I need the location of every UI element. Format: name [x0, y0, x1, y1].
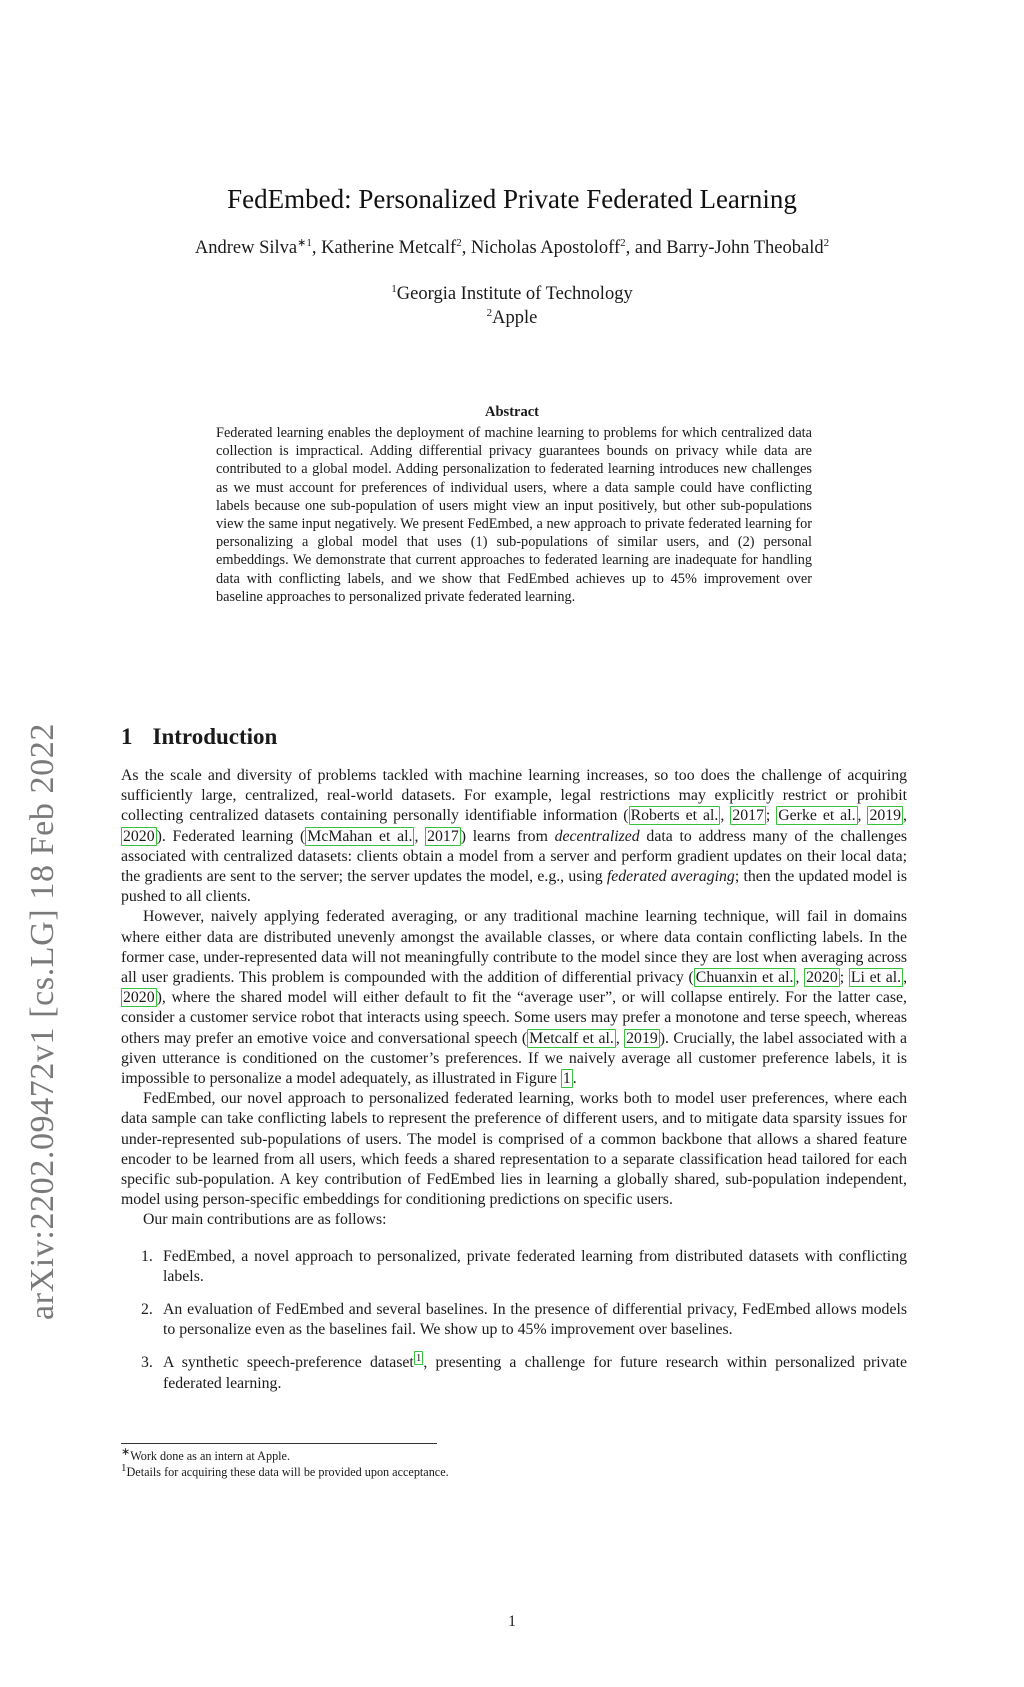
list-item: [121, 1353, 907, 1393]
figure-ref-link[interactable]: 1: [562, 1070, 571, 1088]
text-run: data to address many of the challenges associated with centralized datasets: clients obtain a model from a server and perform gradient updates on their local data; the gradients are sent to the server; the server updates the model, e.g., using: [121, 827, 907, 886]
affiliation-mark: 1: [391, 282, 397, 295]
paragraph: FedEmbed, our novel approach to personalized federated learning, works both to model user preferences, where each data sample can take conflicting labels to represent the preference of different users, and to mitigate data sparsity issues for under-represented sub-populations of users. The model is comprised of a common backbone that allows a shared feature encoder to be learned from all users, which feeds a shared representation to a separate classification head tailored for each specific sub-population. A key contribution of FedEmbed lies in learning a globally shared, sub-population independent, model using person-specific embeddings for conditioning predictions on specific users.: [121, 1090, 907, 1209]
footnote-mark: ∗: [121, 1445, 131, 1458]
citation-link[interactable]: 2020: [806, 969, 838, 987]
author-name: Katherine Metcalf: [321, 238, 457, 258]
text-run: ,: [795, 969, 805, 987]
text-run: As the scale and diversity of problems tackled with machine learning increases, so too does the challenge of acquiring sufficiently large, centralized, real-world datasets. For example, legal restrictions may explicitly restrict or prohibit collecting centralized datasets containing personally identifiable information (: [121, 767, 907, 825]
text-run: ,: [903, 807, 907, 825]
author-separator: ,: [625, 238, 635, 258]
affiliation-name: Georgia Institute of Technology: [396, 284, 633, 304]
contributions-list: [121, 1247, 907, 1394]
list-item-text: An evaluation of FedEmbed and several baselines. In the presence of differential privacy, FedEmbed allows models to personalize even as the baselines fail. We show up to 45% improvement over baselines.: [163, 1301, 907, 1339]
author-name: Nicholas Apostoloff: [470, 238, 621, 258]
affiliation-mark: 2: [486, 306, 493, 319]
citation-link[interactable]: 2019: [869, 807, 902, 825]
affiliation: [0, 308, 1024, 329]
list-item: [121, 1247, 907, 1287]
citation-link[interactable]: Li et al.: [850, 969, 902, 987]
author-and: and: [634, 238, 667, 258]
author-name: Andrew Silva: [194, 238, 298, 258]
text-run: ). Federated learning (: [156, 827, 306, 845]
citation-link[interactable]: Roberts et al.: [630, 807, 719, 825]
author-name: Barry-John Theobald: [666, 238, 824, 258]
section-body: [121, 766, 907, 1407]
author-mark: 2: [823, 236, 830, 249]
text-run: ,: [615, 1029, 625, 1047]
emphasis: federated averaging: [606, 868, 735, 886]
page-number: 1: [508, 1613, 516, 1630]
text-run: ,: [903, 969, 908, 987]
abstract-text: Federated learning enables the deployment of machine learning to problems for which centralized data collection is impractical. Adding differential privacy guarantees bounds on privacy while data are contributed to a global model. Adding personalization to federated learning introduces new challenges as we must account for preferences of individual users, where a data sample could have conflicting labels because one sub-population of users might view an input positively, but other sub-populations view the same input negatively. We present FedEmbed, a new approach to private federated learning for personalizing a global model that uses (1) sub-populations of similar users, and (2) personal embeddings. We demonstrate that current approaches to federated learning are inadequate for handling data with conflicting labels, and we show that FedEmbed achieves up to 45% improvement over baseline approaches to personalized private federated learning.: [216, 425, 812, 605]
text-run: However, naively applying federated averaging, or any traditional machine learning technique, will fail in domains where either data are distributed unevenly amongst the available classes, or where data contain conflicting labels. In the former case, under-represented data will not meaningfully contribute to the model since they are lost when averaging across all user gradients. This problem is compounded with the addition of differential privacy (: [121, 908, 907, 987]
section-title: Introduction: [152, 724, 278, 749]
footnote: [121, 1461, 907, 1480]
text-run: ,: [720, 807, 731, 825]
list-number: 1.: [141, 1247, 153, 1265]
list-item-text: FedEmbed, a novel approach to personalized, private federated learning from distributed datasets with conflicting labels.: [163, 1247, 907, 1285]
list-number: 3.: [141, 1354, 153, 1372]
author-separator: ,: [461, 238, 471, 258]
citation-link[interactable]: McMahan et al.: [307, 827, 413, 845]
paragraph: Our main contributions are as follows:: [143, 1211, 387, 1229]
paragraph: [121, 766, 907, 907]
footnote-rule: [121, 1443, 437, 1444]
citation-link[interactable]: Metcalf et al.: [529, 1029, 614, 1047]
text-run: ,: [414, 827, 426, 845]
text-run: ) learns from: [460, 827, 555, 845]
list-item: [121, 1300, 907, 1340]
paper-title: FedEmbed: Personalized Private Federated Learning: [227, 184, 797, 214]
affiliation-name: Apple: [492, 308, 538, 328]
section-number: 1: [121, 724, 133, 749]
author-mark: 2: [620, 236, 626, 249]
footnote-text: Details for acquiring these data will be provided upon acceptance.: [126, 1465, 449, 1479]
citation-link[interactable]: Chuanxin et al.: [695, 969, 794, 987]
text-run: ;: [839, 969, 849, 987]
citation-link[interactable]: 2019: [626, 1029, 658, 1047]
citation-link[interactable]: Gerke et al.: [778, 807, 856, 825]
paragraph: [121, 907, 907, 1089]
affiliation: [0, 284, 1024, 305]
text-run: ). Crucially, the label associated with a given utterance is conditioned on the customer’s preferences. If we naively average all customer preference labels, it is impossible to personalize a model adequately, as illustrated in Figure: [121, 1029, 907, 1088]
footnote-text: Work done as an intern at Apple.: [130, 1449, 290, 1463]
section-heading: [121, 724, 277, 750]
author-list: [0, 238, 1024, 259]
arxiv-stamp: arXiv:2202.09472v1 [cs.LG] 18 Feb 2022: [24, 723, 61, 1320]
list-item-text: A synthetic speech-preference dataset: [163, 1354, 414, 1372]
author-mark: ∗1: [297, 236, 312, 249]
text-run: ,: [857, 807, 868, 825]
citation-link[interactable]: 2020: [123, 827, 155, 845]
abstract-heading: Abstract: [485, 404, 539, 420]
text-run: ;: [765, 807, 777, 825]
author-mark: 2: [456, 236, 462, 249]
text-run: .: [572, 1070, 577, 1088]
citation-link[interactable]: 2020: [123, 989, 155, 1007]
citation-link[interactable]: 2017: [427, 827, 459, 845]
footnote-mark: 1: [121, 1461, 127, 1474]
list-number: 2.: [141, 1301, 153, 1319]
footnote-ref-link[interactable]: 1: [415, 1352, 422, 1365]
citation-link[interactable]: 2017: [732, 807, 764, 825]
author-separator: ,: [311, 238, 322, 258]
text-run: ), where the shared model will either default to fit the “average user”, or will collapse entirely. For the latter case, consider a customer service robot that interacts using speech. Some users may prefer a monotone and terse speech, whereas others may prefer an emotive voice and conversational speech (: [121, 989, 907, 1047]
footnote: [121, 1445, 907, 1464]
emphasis: decentralized: [554, 827, 640, 845]
text-run: ; then the updated model is pushed to all clients.: [121, 868, 908, 906]
footnotes: [121, 1445, 907, 1480]
list-item-text: , presenting a challenge for future research within personalized private federated learning.: [163, 1354, 907, 1392]
